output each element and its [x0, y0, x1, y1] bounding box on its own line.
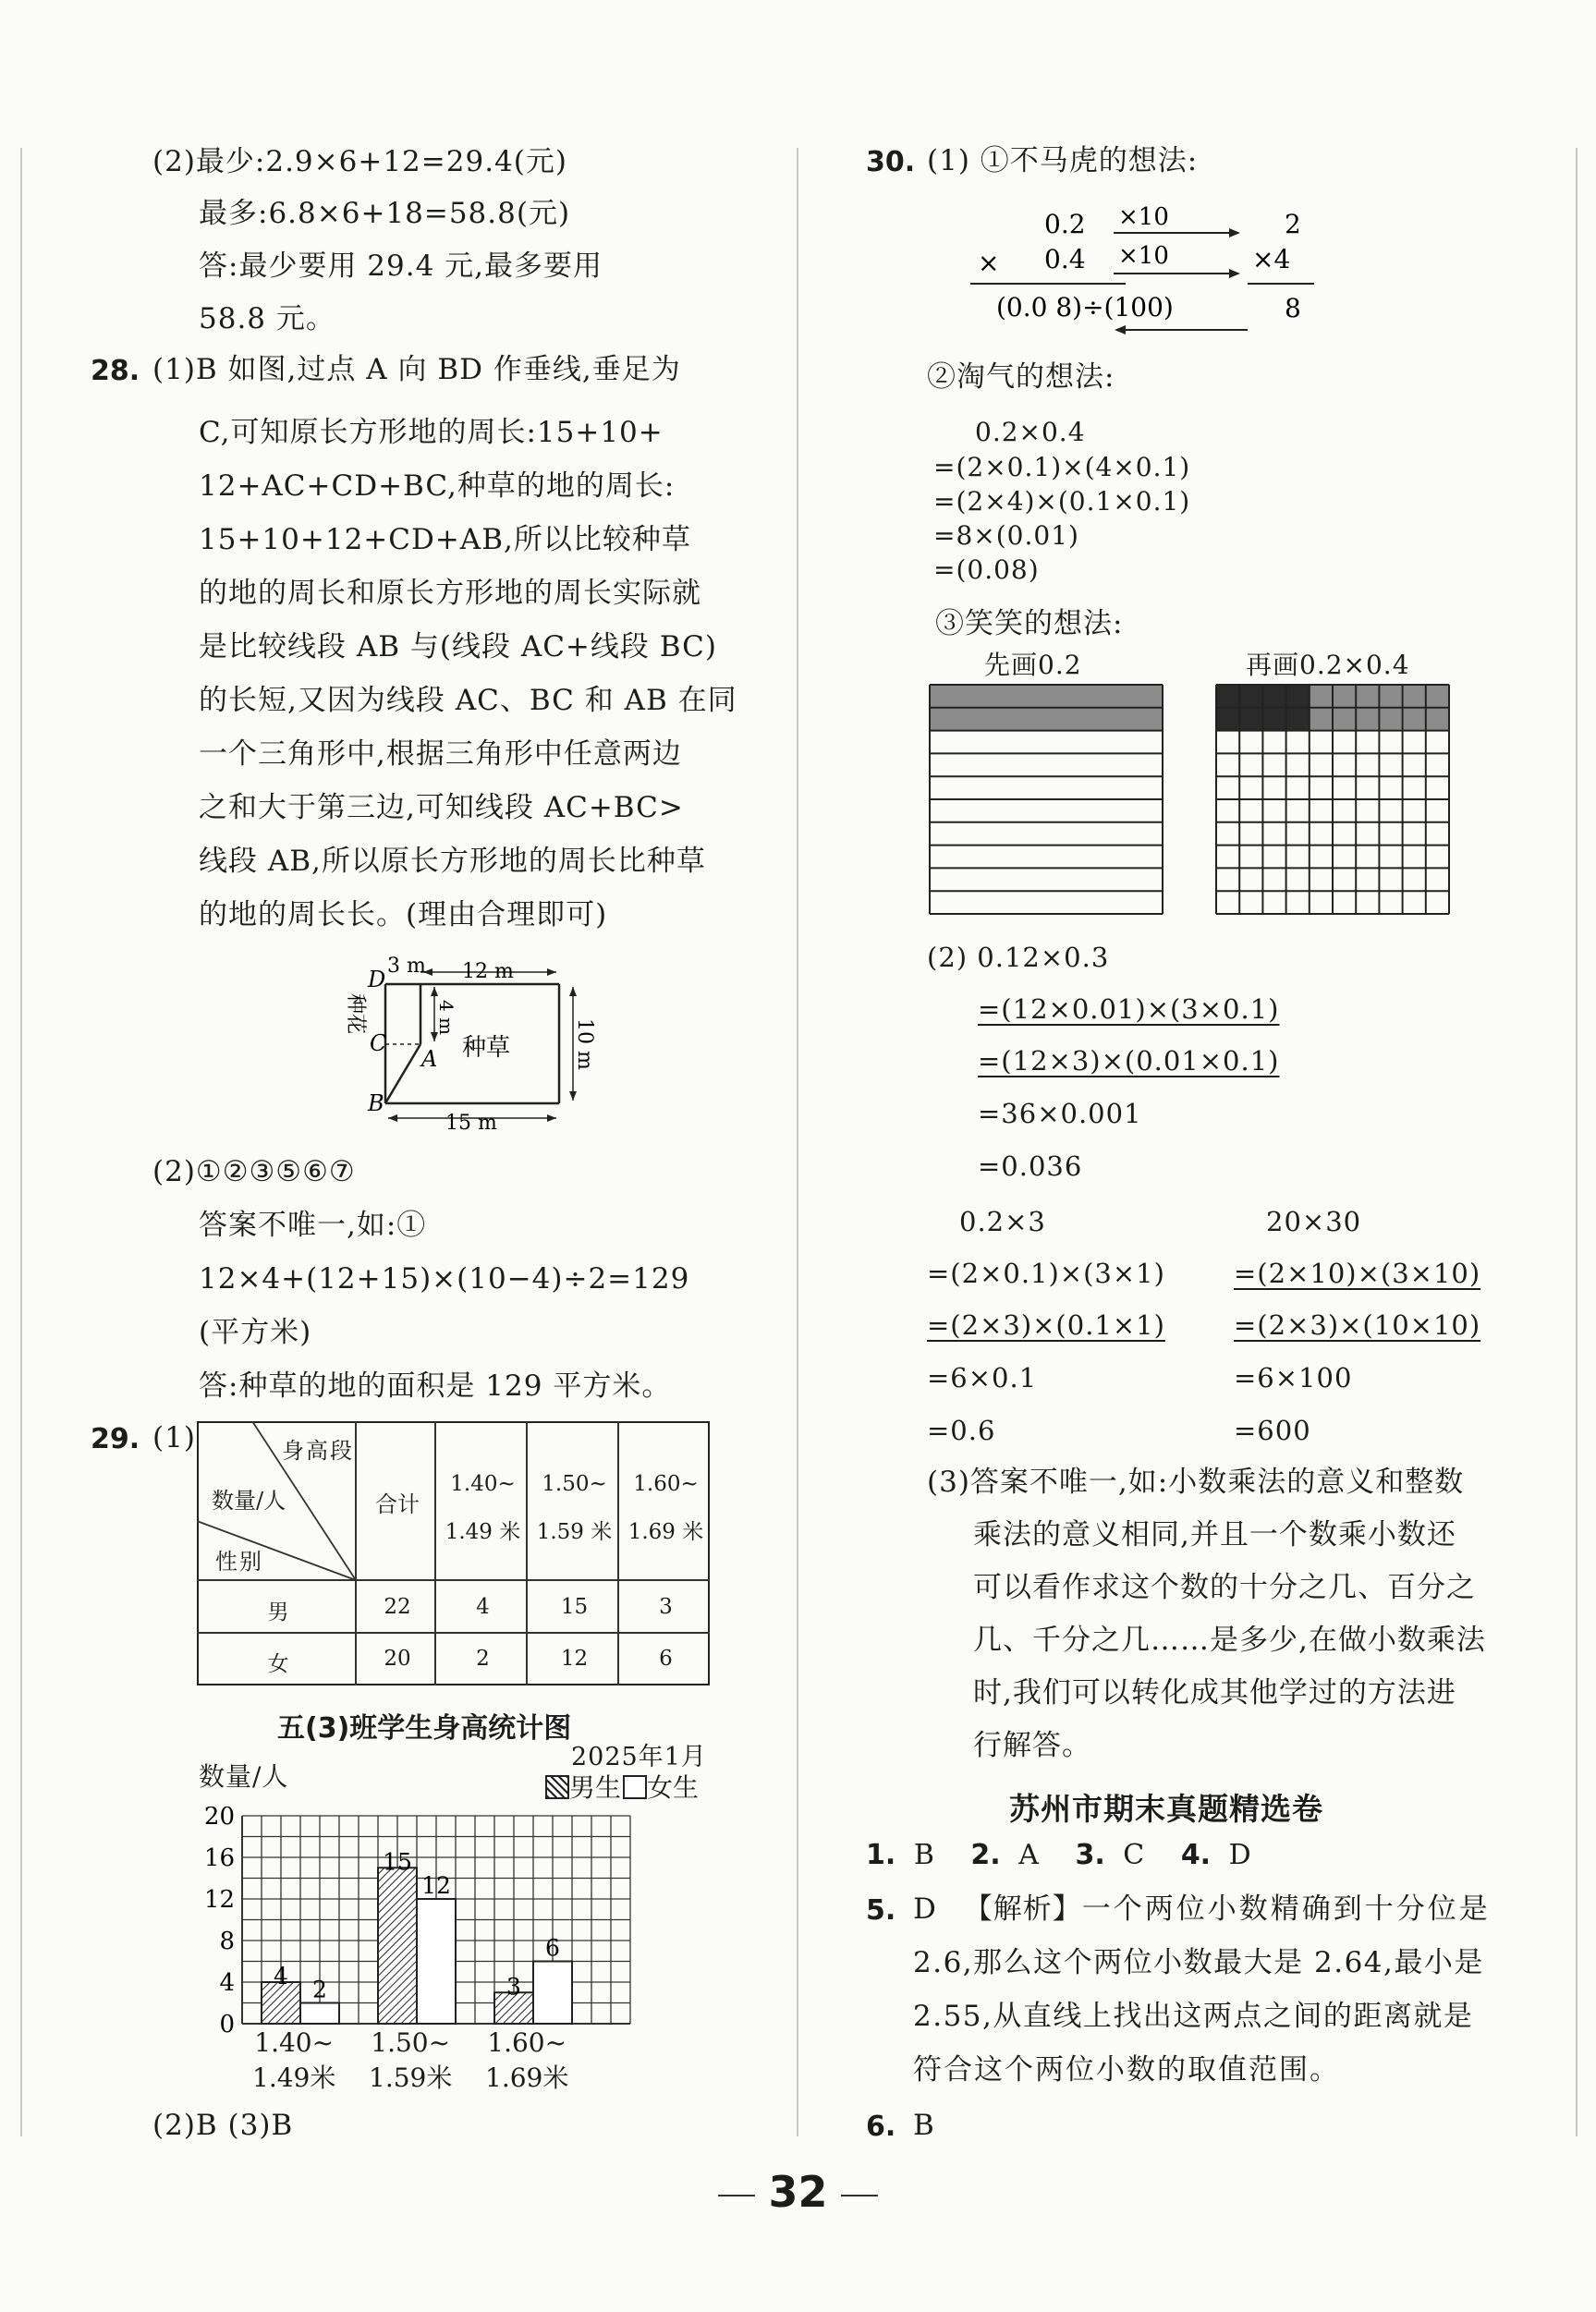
y-tick-label: 0 — [219, 2011, 235, 2038]
ans-num-1: 1. — [866, 1839, 896, 1871]
bar-boys — [378, 1868, 417, 2024]
bar-girls — [533, 1962, 572, 2025]
q29-parts-2-3: (2)B (3)B — [152, 2109, 294, 2142]
q30-colB-line3: =(2×3)×(10×10) — [1234, 1309, 1481, 1341]
q30-m2-line5: =(0.08) — [933, 554, 1040, 585]
q28-line-6: 是比较线段 AB 与(线段 AC+线段 BC) — [199, 630, 717, 663]
chart-title: 五(3)班学生身高统计图 — [277, 1712, 572, 1745]
fig-len-3: 3 m — [387, 955, 426, 978]
q30-part2: (2) 0.12×0.3 — [927, 942, 1110, 973]
table-cell: 15 — [560, 1595, 589, 1619]
calc-times: × — [978, 248, 1000, 278]
q30-colB-line1: 20×30 — [1266, 1206, 1362, 1237]
table-cell: 22 — [384, 1595, 411, 1619]
ans-5: D — [913, 1892, 937, 1926]
right-margin-line — [1576, 148, 1578, 2136]
ans-6: B — [913, 2109, 935, 2142]
table-cell: 4 — [476, 1595, 490, 1619]
left-margin-line — [20, 148, 22, 2136]
q5-line-1 — [913, 1891, 1491, 1928]
bar-girls — [300, 2003, 339, 2025]
x-category-label: 1.40~ 1.49米 — [252, 2027, 336, 2093]
table-cell: 3 — [659, 1595, 673, 1619]
table-cell: 12 — [560, 1647, 589, 1671]
table-cell: 2 — [476, 1647, 490, 1671]
q28-line-7: 的长短,又因为线段 AC、BC 和 AB 在同 — [199, 684, 737, 717]
y-tick-label: 4 — [219, 1969, 235, 1997]
x-category-label: 1.60~ 1.69米 — [485, 2027, 569, 2093]
y-tick-label: 12 — [203, 1886, 235, 1914]
fig-label-d: D — [368, 967, 386, 992]
table-cell: 20 — [384, 1647, 411, 1671]
fig-label-c: C — [370, 1030, 387, 1056]
page-number — [0, 2167, 1596, 2217]
ans-1: B — [913, 1839, 934, 1871]
fig-flower: 种花 — [344, 993, 367, 1035]
bar-value-label: 15 — [383, 1848, 412, 1876]
q30-colB-line4: =6×100 — [1234, 1362, 1353, 1393]
table-header-total: 合计 — [375, 1491, 420, 1517]
calc-a: 0.2 — [1044, 209, 1086, 239]
q28-part2-b: 12×4+(12+15)×(10−4)÷2=129 — [199, 1262, 690, 1296]
fig-len-4: 4 m — [435, 1000, 457, 1036]
legend-swatch-boys — [545, 1775, 569, 1799]
q30-m2-line1: 0.2×0.4 — [975, 417, 1086, 447]
calc-x10-mid: ×10 — [1118, 242, 1169, 270]
legend-label-boys: 男生 — [569, 1772, 622, 1803]
q28-figure — [342, 952, 610, 1137]
q30-p2-line3: =36×0.001 — [978, 1098, 1142, 1129]
q29-table — [197, 1421, 710, 1685]
grid-0.2 — [929, 684, 1164, 917]
q27-line-4: 58.8 元。 — [199, 302, 335, 335]
q28-line-4: 15+10+12+CD+AB,所以比较种草 — [199, 523, 691, 556]
chart-ylabel: 数量/人 — [199, 1761, 289, 1792]
grid2-label: 再画0.2×0.4 — [1246, 650, 1410, 680]
table-row-label-male: 男 — [267, 1600, 289, 1624]
q30-p2-line2: =(12×3)×(0.01×0.1) — [978, 1045, 1280, 1077]
calc-prod: 8 — [1285, 293, 1301, 323]
q30-m2-line2: =(2×0.1)×(4×0.1) — [933, 452, 1191, 482]
q30-part1: (1) ①不马虎的想法: — [927, 144, 1199, 177]
q28-part2-a: 答案不唯一,如:① — [199, 1209, 427, 1242]
calc-res: (0.0 8)÷(100) — [996, 292, 1174, 322]
analysis-line-3: 2.55,从直线上找出这两点之间的距离就是 — [913, 2000, 1474, 2033]
q30-number: 30. — [866, 146, 916, 178]
q28-line-1: (1)B 如图,过点 A 向 BD 作垂线,垂足为 — [152, 353, 681, 386]
ans-2: A — [1018, 1839, 1039, 1871]
q27-line-3: 答:最少要用 29.4 元,最多要用 — [199, 249, 603, 283]
q30-part3-line4: 几、千分之几……是多少,在做小数乘法 — [973, 1624, 1486, 1657]
q30-m2-line3: =(2×4)×(0.1×0.1) — [933, 486, 1191, 517]
analysis-line-1: 一个两位小数精确到十分位是 — [1081, 1892, 1491, 1926]
table-header-range3: 1.60~ 1.69 米 — [627, 1472, 704, 1544]
analysis-tag: 【解析】 — [963, 1892, 1082, 1926]
calc-b: 0.4 — [1044, 244, 1086, 274]
ans-num-5: 5. — [866, 1894, 896, 1927]
q30-colA-line1: 0.2×3 — [959, 1206, 1046, 1237]
ans-num-2: 2. — [970, 1839, 1001, 1871]
column-divider — [797, 148, 798, 2136]
calc-r: 2 — [1285, 209, 1301, 239]
chart-date: 2025年1月 — [571, 1743, 707, 1771]
q27-line-1: (2)最少:2.9×6+12=29.4(元) — [152, 145, 567, 178]
q28-line-8: 一个三角形中,根据三角形中任意两边 — [199, 737, 682, 771]
q28-part2-c: (平方米) — [199, 1316, 312, 1349]
q30-colA-line5: =0.6 — [927, 1415, 996, 1446]
table-corner-top: 身高段 — [282, 1438, 354, 1464]
q28-line-10: 线段 AB,所以原长方形地的周长比种草 — [199, 845, 706, 878]
q28-line-11: 的地的周长长。(理由合理即可) — [199, 898, 608, 931]
bar-girls — [417, 1899, 456, 2024]
fig-len-12: 12 m — [462, 960, 514, 983]
y-tick-label: 8 — [219, 1928, 235, 1955]
ans-3: C — [1123, 1839, 1145, 1871]
table-row-label-female: 女 — [267, 1652, 289, 1676]
q30-part3-line2: 乘法的意义相同,并且一个数乘小数还 — [973, 1518, 1456, 1551]
q30-p2-line1: =(12×0.01)×(3×0.1) — [978, 993, 1280, 1025]
q28-line-3: 12+AC+CD+BC,种草的地的周长: — [199, 469, 676, 503]
q28-line-9: 之和大于第三边,可知线段 AC+BC> — [199, 791, 684, 824]
table-corner-bot: 性别 — [215, 1549, 263, 1575]
grid1-label: 先画0.2 — [984, 650, 1082, 680]
q30-colA-line2: =(2×0.1)×(3×1) — [927, 1258, 1165, 1289]
q28-part2-d: 答:种草的地的面积是 129 平方米。 — [199, 1369, 672, 1403]
q30-part3-line1: (3)答案不唯一,如:小数乘法的意义和整数 — [927, 1466, 1465, 1499]
x-category-label: 1.50~ 1.59米 — [369, 2027, 453, 2093]
q30-part3-line6: 行解答。 — [973, 1729, 1091, 1762]
answer-row-1-4 — [866, 1839, 1251, 1871]
q28-line-2: C,可知原长方形地的周长:15+10+ — [199, 416, 664, 449]
table-header-range2: 1.50~ 1.59 米 — [536, 1472, 613, 1544]
fig-len-15: 15 m — [445, 1112, 497, 1135]
bar-value-label: 3 — [506, 1973, 521, 2001]
grid-0.2x0.4 — [1215, 684, 1451, 917]
q27-line-2: 最多:6.8×6+18=58.8(元) — [199, 197, 571, 230]
fig-label-b: B — [368, 1090, 384, 1116]
fig-label-a: A — [421, 1046, 438, 1072]
y-tick-label: 20 — [203, 1807, 235, 1831]
calc-x4: ×4 — [1252, 244, 1291, 274]
q30-part3-line3: 可以看作求这个数的十分之几、百分之 — [973, 1571, 1476, 1604]
q30-colA-line4: =6×0.1 — [927, 1362, 1038, 1393]
bar-value-label: 2 — [312, 1976, 327, 2003]
q30-colB-line5: =600 — [1234, 1415, 1311, 1446]
q30-m2-line4: =8×(0.01) — [933, 520, 1079, 551]
legend-swatch-girls — [623, 1775, 647, 1799]
q30-method2: ②淘气的想法: — [927, 360, 1115, 394]
q28-number: 28. — [91, 355, 140, 387]
chart-legend — [545, 1772, 699, 1804]
section-title: 苏州市期末真题精选卷 — [1009, 1791, 1323, 1827]
table-header-range1: 1.40~ 1.49 米 — [445, 1472, 521, 1544]
analysis-line-4: 符合这个两位小数的取值范围。 — [913, 2053, 1340, 2087]
q29-number: 29. — [91, 1423, 140, 1455]
bar-value-label: 4 — [274, 1963, 288, 1990]
q30-part3-line5: 时,我们可以转化成其他学过的方法进 — [973, 1676, 1456, 1710]
q29-part1: (1) — [152, 1421, 196, 1454]
ans-num-3: 3. — [1075, 1839, 1105, 1871]
fig-grass: 种草 — [462, 1034, 511, 1062]
table-corner-mid: 数量/人 — [212, 1488, 286, 1514]
q30-p2-line4: =0.036 — [978, 1150, 1083, 1182]
page-number-text: 32 — [768, 2167, 828, 2217]
table-cell: 6 — [659, 1647, 673, 1671]
calc-x10-top: ×10 — [1118, 203, 1169, 231]
q28-line-5: 的地的周长和原长方形地的周长实际就 — [199, 577, 701, 610]
ans-num-4: 4. — [1180, 1839, 1212, 1871]
q28-part2: (2)①②③⑤⑥⑦ — [152, 1155, 356, 1188]
q30-colB-line2: =(2×10)×(3×10) — [1234, 1258, 1481, 1289]
fig-len-10: 10 m — [573, 1018, 596, 1070]
legend-label-girls: 女生 — [647, 1772, 700, 1803]
q30-colA-line3: =(2×3)×(0.1×1) — [927, 1309, 1165, 1341]
y-tick-label: 16 — [203, 1844, 235, 1872]
ans-4: D — [1228, 1839, 1251, 1871]
ans-num-6: 6. — [866, 2111, 896, 2143]
bar-value-label: 6 — [545, 1934, 560, 1962]
analysis-line-2: 2.6,那么这个两位小数最大是 2.64,最小是 — [913, 1946, 1484, 1979]
q30-vertical-calc — [970, 194, 1340, 347]
bar-value-label: 12 — [421, 1872, 451, 1899]
q30-method3: ③笑笑的想法: — [935, 607, 1124, 640]
